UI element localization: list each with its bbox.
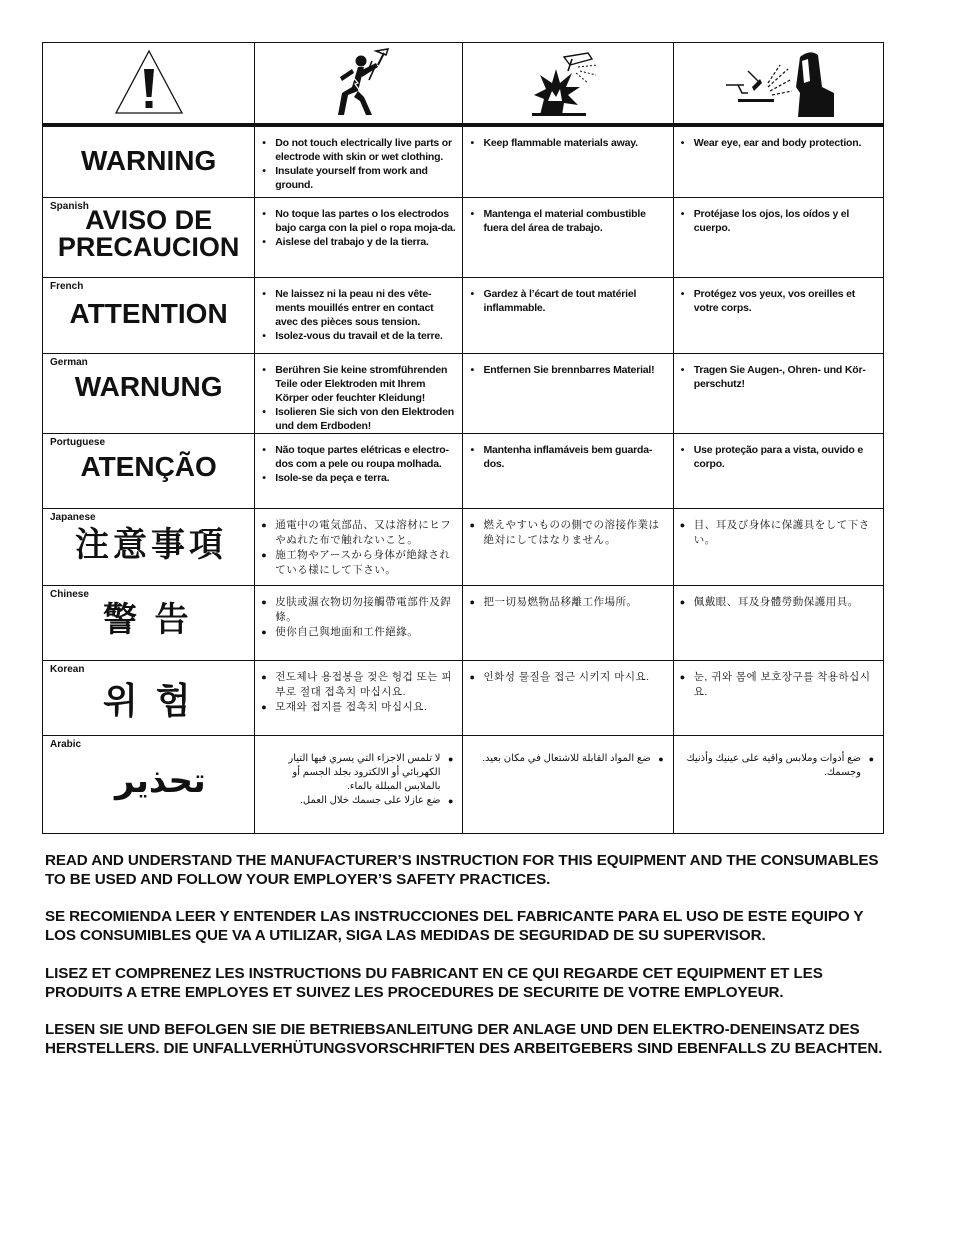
- hazard-instruction-cell: [255, 125, 463, 198]
- hazard-instruction-cell: [255, 736, 463, 834]
- instruction-item: • Gardez à l’écart de tout matériel inflammable.: [483, 287, 666, 315]
- language-name: Portuguese: [50, 437, 106, 448]
- language-label-cell: [43, 125, 255, 198]
- instruction-list: [674, 736, 883, 780]
- instruction-list: [674, 198, 883, 235]
- instruction-item: ● 把一切易燃物品移離工作場所。: [483, 595, 666, 610]
- instruction-list: [463, 586, 672, 610]
- warning-row: [43, 509, 884, 586]
- instruction-list: [674, 434, 883, 471]
- hazard-instruction-cell: [255, 354, 463, 434]
- fire-explosion-cell: [463, 43, 673, 126]
- instruction-list: [255, 127, 462, 192]
- instruction-item: • Isolieren Sie sich von den Elektroden und dem Erdboden!: [275, 405, 456, 433]
- warning-title: WARNING: [80, 145, 217, 176]
- fire-explosion-icon: [518, 47, 618, 119]
- hazard-instruction-cell: [255, 586, 463, 661]
- instruction-list: [255, 278, 462, 343]
- hazard-instruction-cell: [463, 278, 673, 354]
- hazard-instruction-cell: [255, 509, 463, 586]
- safety-note-paragraph: SE RECOMIENDA LEER Y ENTENDER LAS INSTRUCCIONES DEL FABRICANTE PARA EL USO DE ESTE EQUIPO Y LOS CONSUMIBLES QUE VA A UTILIZAR, SIGA LAS MEDIDAS DE SEGURIDAD DE SU SUPERVISOR.: [45, 908, 864, 945]
- instruction-item: ● 通電中の電気部品、又は溶材にヒフやぬれた布で触れないこと。: [275, 518, 456, 548]
- hazard-instruction-cell: [673, 661, 883, 736]
- instruction-item: ● 施工物やアースから身体が絶縁されている様にして下さい。: [275, 548, 456, 578]
- hazard-instruction-cell: [255, 278, 463, 354]
- instruction-list: [674, 127, 883, 150]
- instruction-item: ● 燃えやすいものの側での溶接作業は絶対にしてはなりません。: [483, 518, 666, 548]
- instruction-item: • Wear eye, ear and body protection.: [694, 136, 877, 150]
- instruction-list: [255, 434, 462, 485]
- language-label-cell: [43, 198, 255, 278]
- hazard-instruction-cell: [463, 125, 673, 198]
- instruction-item: ● 皮肤或濕衣物切勿接觸帶電部件及銲條。: [275, 595, 456, 625]
- language-label-cell: [43, 586, 255, 661]
- instruction-item: • Protéjase los ojos, los oídos y el cuerpo.: [694, 207, 877, 235]
- instruction-item: • Não toque partes elétricas e electro-dos com a pele ou roupa molhada.: [275, 443, 456, 471]
- instruction-item: • Mantenga el material combustible fuera del área de trabajo.: [483, 207, 666, 235]
- instruction-item: • Do not touch electrically live parts or electrode with skin or wet clothing.: [275, 136, 456, 164]
- instruction-item: • Mantenha inflamáveis bem guarda-dos.: [483, 443, 666, 471]
- instruction-item: • Entfernen Sie brennbarres Material!: [483, 363, 666, 377]
- language-label-cell: [43, 509, 255, 586]
- hazard-instruction-cell: [673, 198, 883, 278]
- warning-title: AVISO DE PRECAUCION: [57, 205, 240, 262]
- hazard-instruction-cell: [673, 509, 883, 586]
- instruction-item: • No toque las partes o los electrodos bajo carga con la piel o ropa moja-da.: [275, 207, 456, 235]
- language-name: Arabic: [50, 739, 82, 750]
- language-name: German: [50, 357, 88, 368]
- language-name: Japanese: [50, 512, 96, 523]
- language-name: Chinese: [50, 589, 89, 600]
- warning-row: [43, 354, 884, 434]
- instruction-item: ● ضع المواد القابلة للاشتعال في مكان بعيد.: [473, 752, 650, 766]
- warning-triangle-cell: [43, 43, 255, 126]
- hazard-instruction-cell: [463, 198, 673, 278]
- instruction-item: • Isole-se da peça e terra.: [275, 471, 456, 485]
- hazard-instruction-cell: [673, 736, 883, 834]
- hazard-instruction-cell: [673, 586, 883, 661]
- hazard-instruction-cell: [673, 354, 883, 434]
- instruction-item: ● 目、耳及び身体に保護具をして下さい。: [694, 518, 877, 548]
- instruction-list: [463, 434, 672, 471]
- warning-row: [43, 586, 884, 661]
- warning-triangle-icon: [113, 47, 185, 117]
- instruction-item: ● 전도체나 용접봉을 젖은 헝겁 또는 피부로 절대 접촉치 마십시요.: [275, 670, 456, 700]
- instruction-item: • Keep flammable materials away.: [483, 136, 666, 150]
- instruction-item: ● 使你自己與地面和工件絕緣。: [275, 625, 456, 640]
- instruction-item: ● 인화성 물질을 접근 시키지 마시요.: [483, 670, 666, 685]
- instruction-item: ● 佩戴眼、耳及身體勞動保護用具。: [694, 595, 877, 610]
- instruction-list: [463, 127, 672, 150]
- instruction-list: [255, 509, 462, 578]
- instruction-list: [255, 736, 462, 808]
- instruction-item: ● ضع أدوات وملابس واقية على عينيك وأذنيك وجسمك.: [684, 752, 861, 780]
- language-name: French: [50, 281, 84, 292]
- hazard-instruction-cell: [463, 434, 673, 509]
- language-name: Spanish: [50, 201, 89, 212]
- instruction-list: [255, 354, 462, 433]
- warning-title: ATENÇÃO: [80, 451, 217, 482]
- instruction-list: [463, 198, 672, 235]
- warning-row: [43, 661, 884, 736]
- instruction-item: • Aislese del trabajo y de la tierra.: [275, 235, 456, 249]
- hazard-instruction-cell: [463, 661, 673, 736]
- instruction-list: [255, 198, 462, 249]
- warning-row: [43, 434, 884, 509]
- language-label-cell: [43, 354, 255, 434]
- instruction-item: • Berühren Sie keine stromführenden Teile oder Elektroden mit Ihrem Körper oder feuchter Kleidung!: [275, 363, 456, 405]
- instruction-item: ● ضع عازلا على جسمك خلال العمل.: [265, 794, 440, 808]
- instruction-list: [674, 278, 883, 315]
- instruction-item: ● 눈, 귀와 몸에 보호장구를 착용하십시요.: [694, 670, 877, 700]
- instruction-item: • Insulate yourself from work and ground.: [275, 164, 456, 192]
- instruction-list: [463, 509, 672, 548]
- warning-title: 警 告: [103, 601, 193, 639]
- warning-title: ATTENTION: [69, 298, 228, 329]
- warning-title: WARNUNG: [74, 371, 223, 402]
- instruction-list: [463, 736, 672, 766]
- safety-note-paragraph: LESEN SIE UND BEFOLGEN SIE DIE BETRIEBSANLEITUNG DER ANLAGE UND DEN ELEKTRO-DENEINSATZ DES HERSTELLERS. DIE UNFALLVERHÜTUNGSVORSCHRIFTEN DES ARBEITGEBERS SIND EBENFALLS ZU BEACHTEN.: [45, 1021, 883, 1057]
- hazard-icon-row: [43, 43, 884, 126]
- language-name: Korean: [50, 664, 85, 675]
- instruction-list: [463, 278, 672, 315]
- instruction-item: • Isolez-vous du travail et de la terre.: [275, 329, 456, 343]
- hazard-instruction-cell: [463, 509, 673, 586]
- electric-shock-icon: [314, 47, 404, 119]
- instruction-list: [674, 661, 883, 700]
- warning-row: [43, 198, 884, 278]
- hazard-instruction-cell: [673, 278, 883, 354]
- instruction-list: [674, 509, 883, 548]
- hazard-instruction-cell: [463, 586, 673, 661]
- instruction-item: • Use proteção para a vista, ouvido e corpo.: [694, 443, 877, 471]
- instruction-list: [463, 661, 672, 685]
- warning-title: 위 험: [103, 680, 195, 721]
- hazard-instruction-cell: [255, 661, 463, 736]
- language-label-cell: [43, 434, 255, 509]
- instruction-item: • Tragen Sie Augen-, Ohren- und Kör-perschutz!: [694, 363, 877, 391]
- instruction-list: [255, 661, 462, 715]
- electric-shock-cell: [255, 43, 463, 126]
- hazard-instruction-cell: [255, 198, 463, 278]
- warning-title: تحذير: [115, 762, 206, 800]
- instruction-list: [463, 354, 672, 377]
- arc-rays-cell: [673, 43, 883, 126]
- language-label-cell: [43, 736, 255, 834]
- warning-table: [42, 42, 884, 834]
- arc-rays-face-protection-icon: [718, 47, 838, 119]
- language-label-cell: [43, 661, 255, 736]
- language-label-cell: [43, 278, 255, 354]
- instruction-item: • Protégez vos yeux, vos oreilles et votre corps.: [694, 287, 877, 315]
- warning-row: [43, 736, 884, 834]
- safety-notes: [45, 852, 895, 1078]
- instruction-list: [674, 354, 883, 391]
- hazard-instruction-cell: [463, 354, 673, 434]
- hazard-instruction-cell: [463, 736, 673, 834]
- warning-row: [43, 278, 884, 354]
- hazard-instruction-cell: [673, 125, 883, 198]
- hazard-instruction-cell: [673, 434, 883, 509]
- instruction-item: ● 모재와 접지를 접촉치 마십시요.: [275, 700, 456, 715]
- hazard-instruction-cell: [255, 434, 463, 509]
- instruction-list: [674, 586, 883, 610]
- safety-note-paragraph: LISEZ ET COMPRENEZ LES INSTRUCTIONS DU FABRICANT EN CE QUI REGARDE CET EQUIPMENT ET LES PRODUITS A ETRE EMPLOYES ET SUIVEZ LES PROCEDURES DE SECURITE DE VOTRE EMPLOYEUR.: [45, 964, 823, 1001]
- safety-note-paragraph: READ AND UNDERSTAND THE MANUFACTURER’S INSTRUCTION FOR THIS EQUIPMENT AND THE CONSUMABLES TO BE USED AND FOLLOW YOUR EMPLOYER’S SAFETY PRACTICES.: [45, 852, 879, 888]
- warning-row: [43, 125, 884, 198]
- instruction-item: ● لا تلمس الاجزاء التي يسري فيها التيار الكهربائي أو الالكترود بجلد الجسم أو بالملابس المبللة بالماء.: [265, 752, 440, 794]
- instruction-list: [255, 586, 462, 640]
- instruction-item: • Ne laissez ni la peau ni des vête-ments mouillés entrer en contact avec des pièces sous tension.: [275, 287, 456, 329]
- warning-title: 注意事項: [75, 526, 227, 564]
